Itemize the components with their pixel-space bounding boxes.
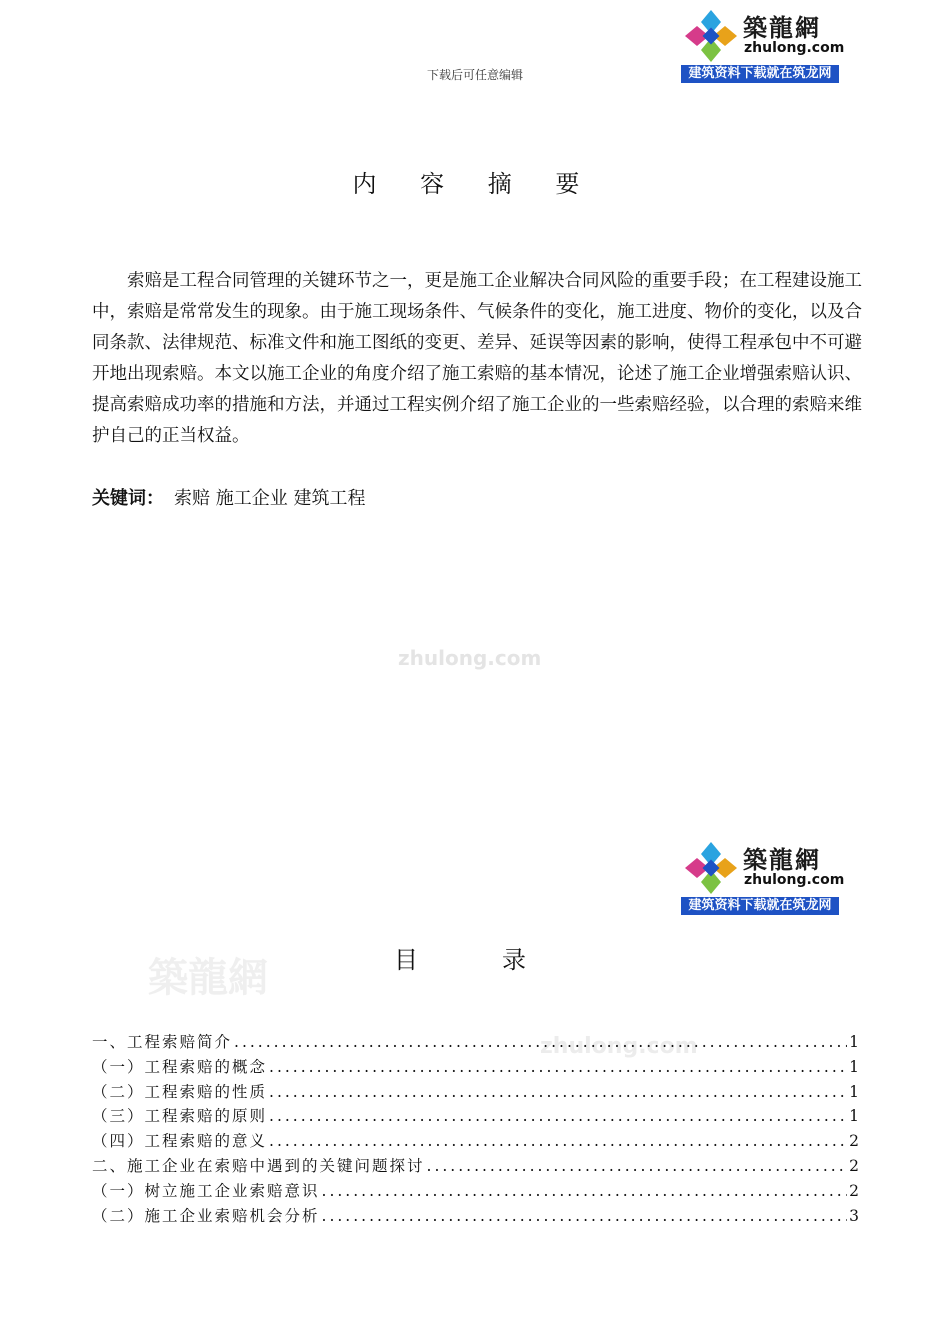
zhulong-emblem-icon xyxy=(683,840,739,896)
watermark-site: zhulong.com xyxy=(398,646,542,670)
toc-leader xyxy=(322,1207,848,1225)
toc-entry[interactable] xyxy=(92,1129,859,1154)
logo-slogan: 建筑资料下载就在筑龙网 xyxy=(681,897,839,915)
table-of-contents xyxy=(92,1030,859,1228)
toc-entry-text: （二）工程索赔的性质 xyxy=(92,1082,268,1101)
toc-entry[interactable] xyxy=(92,1104,859,1129)
toc-entry[interactable] xyxy=(92,1080,859,1105)
toc-entry-text: （二）施工企业索赔机会分析 xyxy=(92,1206,320,1225)
toc-leader xyxy=(269,1107,847,1125)
toc-entry[interactable] xyxy=(92,1204,859,1229)
logo-slogan: 建筑资料下载就在筑龙网 xyxy=(681,65,839,83)
logo-domain: zhulong.com xyxy=(744,40,845,56)
watermark-brand: 築龍網 xyxy=(148,955,268,1001)
toc-entry-page: 3 xyxy=(849,1206,859,1225)
toc-entry[interactable] xyxy=(92,1179,859,1204)
toc-leader xyxy=(427,1157,848,1175)
toc-leader xyxy=(269,1058,847,1076)
abstract-body: 索赔是工程合同管理的关键环节之一，更是施工企业解决合同风险的重要手段；在工程建设施工中，索赔是常常发生的现象。由于施工现场条件、气候条件的变化，施工进度、物价的变化，以及合同条款、法律规范、标准文件和施工图纸的变更、差异、延误等因素的影响，使得工程承包中不可避开地出现索赔。本文以施工企业的角度介绍了施工索赔的基本情况，论述了施工企业增强索赔认识、提高索赔成功率的措施和方法，并通过工程实例介绍了施工企业的一些索赔经验，以合理的索赔来维护自己的正当权益。 xyxy=(92,271,862,446)
toc-entry-page: 1 xyxy=(849,1082,859,1101)
toc-entry-text: （一）工程索赔的概念 xyxy=(92,1057,268,1076)
toc-entry-text: 二、施工企业在索赔中遇到的关键问题探讨 xyxy=(92,1156,425,1175)
toc-entry-page: 1 xyxy=(849,1033,859,1051)
zhulong-logo-top xyxy=(681,4,845,82)
zhulong-emblem-icon xyxy=(683,8,739,64)
toc-entry-text: （三）工程索赔的原则 xyxy=(92,1107,268,1126)
toc-leader xyxy=(234,1033,847,1051)
keywords-label: 关键词： xyxy=(92,488,164,509)
toc-entry-page: 2 xyxy=(849,1156,859,1175)
abstract-title: 内 容 摘 要 xyxy=(352,170,598,198)
watermark-site: zhulong.com xyxy=(540,1034,698,1059)
toc-entry-text: 一、工程索赔简介 xyxy=(92,1033,233,1051)
toc-leader xyxy=(269,1083,847,1101)
toc-entry-page: 1 xyxy=(849,1107,859,1126)
logo-domain: zhulong.com xyxy=(744,872,845,888)
logo-name: 築龍網 xyxy=(743,13,821,42)
toc-entry-page: 1 xyxy=(849,1057,859,1076)
keywords-value: 索赔 施工企业 建筑工程 xyxy=(174,488,366,509)
toc-leader xyxy=(269,1132,847,1150)
header-note: 下载后可任意编辑 xyxy=(426,68,523,82)
toc-entry-page: 2 xyxy=(849,1181,859,1200)
toc-title: 目 录 xyxy=(394,946,556,974)
toc-entry[interactable] xyxy=(92,1030,859,1055)
keywords-line xyxy=(92,484,365,510)
logo-name: 築龍網 xyxy=(743,845,821,874)
toc-entry-text: （四）工程索赔的意义 xyxy=(92,1132,268,1151)
toc-entry-page: 2 xyxy=(849,1132,859,1151)
zhulong-logo-bottom xyxy=(681,836,845,914)
toc-leader xyxy=(322,1182,848,1200)
toc-entry[interactable] xyxy=(92,1154,859,1179)
toc-entry-text: （一）树立施工企业索赔意识 xyxy=(92,1181,320,1200)
toc-entry[interactable] xyxy=(92,1055,859,1080)
